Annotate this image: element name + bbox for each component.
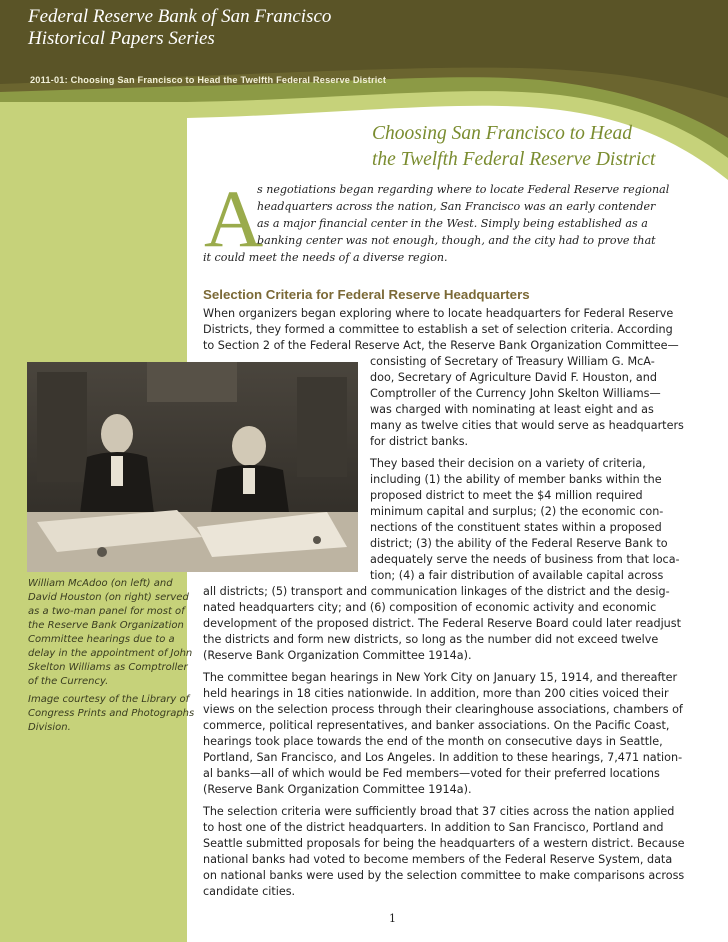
image-credit-line: Division. <box>28 722 71 733</box>
historical-photo <box>27 362 358 572</box>
body-line: The committee began hearings in New York City on January 15, 1914, and thereafter <box>203 671 678 684</box>
section-heading: Selection Criteria for Federal Reserve Headquarters <box>203 287 530 302</box>
photo-caption-line: as a two-man panel for most of <box>28 606 185 617</box>
body-line: national banks had voted to become members of the Federal Reserve System, data <box>203 853 673 866</box>
body-line: (Reserve Bank Organization Committee 1914a). <box>203 783 472 796</box>
body-line: views on the selection process through their clearinghouse associations, chambers of <box>203 703 683 716</box>
body-line: Comptroller of the Currency John Skelton Williams— <box>370 387 661 400</box>
body-line: Portland, San Francisco, and Los Angeles. In addition to these hearings, 7,471 nation- <box>203 751 683 764</box>
body-line: adequately serve the needs of business from that loca- <box>370 553 680 566</box>
body-line: (Reserve Bank Organization Committee 1914a). <box>203 649 472 662</box>
intro-line: headquarters across the nation, San Francisco was an early contender <box>257 200 656 213</box>
photo-caption-line: David Houston (on right) served <box>28 592 189 603</box>
body-line: commerce, political representatives, and banker associations. On the Pacific Coast, <box>203 719 670 732</box>
body-line: consisting of Secretary of Treasury William G. McA- <box>370 355 655 368</box>
body-line: The selection criteria were sufficiently broad that 37 cities across the nation applied <box>203 805 675 818</box>
body-line: When organizers began exploring where to locate headquarters for Federal Reserve <box>203 307 674 320</box>
photo-caption-line: Skelton Williams as Comptroller <box>28 662 188 673</box>
body-line: tion; (4) a fair distribution of available capital across <box>370 569 664 582</box>
photo-caption-line: Committee hearings due to a <box>28 634 175 645</box>
paper-subtitle: 2011-01: Choosing San Francisco to Head the Twelfth Federal Reserve District <box>30 75 387 85</box>
body-line: Seattle submitted proposals for being the headquarters of a western district. Because <box>203 837 685 850</box>
intro-line: s negotiations began regarding where to locate Federal Reserve regional <box>257 183 670 196</box>
body-line: They based their decision on a variety of criteria, <box>370 457 646 470</box>
body-line: to Section 2 of the Federal Reserve Act, the Reserve Bank Organization Committee— <box>203 339 679 352</box>
body-line: to host one of the district headquarters. In addition to San Francisco, Portland and <box>203 821 664 834</box>
body-line: many as twelve cities that would serve as headquarters <box>370 419 684 432</box>
body-line: for district banks. <box>370 435 469 448</box>
body-line: district; (3) the ability of the Federal Reserve Bank to <box>370 537 668 550</box>
body-line: on national banks were used by the selection committee to make comparisons across <box>203 869 685 882</box>
body-line: al banks—all of which would be Fed members—voted for their preferred locations <box>203 767 660 780</box>
photo-caption-line: of the Currency. <box>28 676 109 687</box>
headline-line1: Choosing San Francisco to Head <box>372 123 632 144</box>
image-credit-line: Congress Prints and Photographs <box>28 708 195 719</box>
body-line: proposed district to meet the $4 million required <box>370 489 643 502</box>
body-line: development of the proposed district. The Federal Reserve Board could later readjust <box>203 617 681 630</box>
body-line: hearings took place towards the end of the month on consecutive days in Seattle, <box>203 735 663 748</box>
drop-cap: A <box>204 173 264 264</box>
image-credit-line: Image courtesy of the Library of <box>28 694 190 705</box>
body-line: was charged with nominating at least eight and as <box>370 403 654 416</box>
photo-caption-line: William McAdoo (on left) and <box>28 578 173 589</box>
body-line: held hearings in 18 cities nationwide. In addition, more than 200 cities voiced their <box>203 687 669 700</box>
body-line: Districts, they formed a committee to establish a set of selection criteria. According <box>203 323 673 336</box>
body-line: including (1) the ability of member banks within the <box>370 473 662 486</box>
photo-caption-line: the Reserve Bank Organization <box>28 620 184 631</box>
series-title-line2: Historical Papers Series <box>28 28 215 49</box>
body-line: all districts; (5) transport and communication linkages of the district and the desig- <box>203 585 670 598</box>
headline-line2: the Twelfth Federal Reserve District <box>372 149 656 170</box>
intro-line: banking center was not enough, though, and the city had to prove that <box>257 234 656 247</box>
body-line: minimum capital and surplus; (2) the economic con- <box>370 505 664 518</box>
intro-line: it could meet the needs of a diverse region. <box>203 251 448 264</box>
body-line: doo, Secretary of Agriculture David F. Houston, and <box>370 371 657 384</box>
body-line: nections of the constituent states within a proposed <box>370 521 662 534</box>
body-line: the districts and form new districts, so long as the number did not exceed twelve <box>203 633 659 646</box>
page-number: 1 <box>389 912 396 925</box>
intro-line: as a major financial center in the West. Simply being established as a <box>257 217 648 230</box>
series-title-line1: Federal Reserve Bank of San Francisco <box>28 6 332 27</box>
body-line: nated headquarters city; and (6) composition of economic activity and economic <box>203 601 657 614</box>
body-line: candidate cities. <box>203 885 296 898</box>
photo-caption-line: delay in the appointment of John <box>28 648 193 659</box>
